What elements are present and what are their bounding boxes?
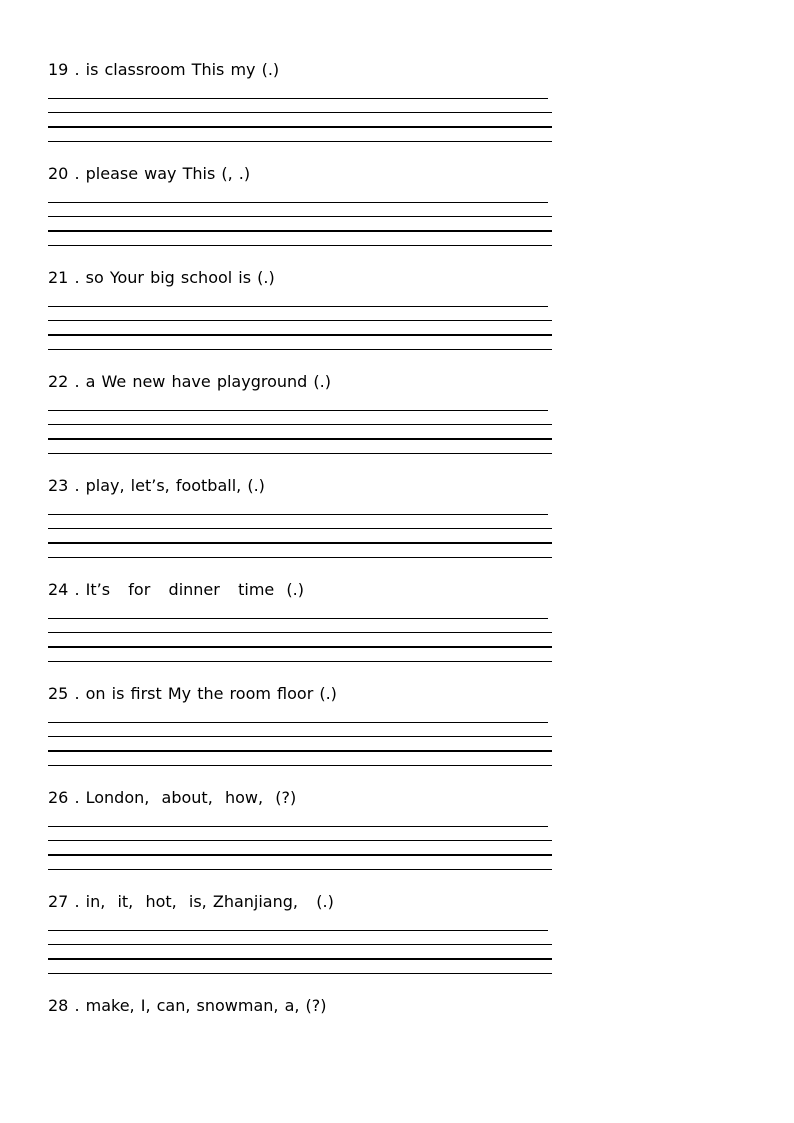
question-text: 28 . make, I, can, snowman, a, (?): [48, 996, 327, 1015]
writing-line: [48, 410, 548, 411]
writing-line: [48, 930, 548, 931]
writing-baseline: [48, 646, 552, 648]
writing-line: [48, 632, 552, 633]
question-text: 25 . on is first My the room floor (.): [48, 684, 337, 703]
writing-line: [48, 528, 552, 529]
question-23: [0, 476, 794, 580]
writing-baseline: [48, 854, 552, 856]
writing-line: [48, 202, 548, 203]
writing-baseline: [48, 958, 552, 960]
question-text: 24 . It’s for dinner time (.): [48, 580, 304, 599]
question-27: [0, 892, 794, 996]
question-26: [0, 788, 794, 892]
answer-lines: [48, 722, 552, 768]
writing-line: [48, 826, 548, 827]
writing-line: [48, 141, 552, 142]
writing-line: [48, 424, 552, 425]
writing-line: [48, 869, 552, 870]
writing-line: [48, 98, 548, 99]
writing-line: [48, 306, 548, 307]
question-text: 21 . so Your big school is (.): [48, 268, 275, 287]
writing-line: [48, 736, 552, 737]
answer-lines: [48, 306, 552, 352]
question-21: [0, 268, 794, 372]
writing-line: [48, 661, 552, 662]
question-text: 26 . London, about, how, (?): [48, 788, 297, 807]
answer-lines: [48, 618, 552, 664]
question-25: [0, 684, 794, 788]
writing-line: [48, 765, 552, 766]
question-text: 19 . is classroom This my (.): [48, 60, 280, 79]
question-20: [0, 164, 794, 268]
writing-line: [48, 245, 552, 246]
writing-line: [48, 722, 548, 723]
writing-baseline: [48, 334, 552, 336]
writing-line: [48, 973, 552, 974]
writing-line: [48, 514, 548, 515]
question-28: [0, 996, 794, 1100]
writing-baseline: [48, 542, 552, 544]
question-text: 27 . in, it, hot, is, Zhanjiang, (.): [48, 892, 334, 911]
answer-lines: [48, 514, 552, 560]
writing-baseline: [48, 750, 552, 752]
answer-lines: [48, 98, 552, 144]
question-text: 22 . a We new have playground (.): [48, 372, 331, 391]
answer-lines: [48, 930, 552, 976]
writing-line: [48, 618, 548, 619]
writing-baseline: [48, 126, 552, 128]
writing-line: [48, 557, 552, 558]
writing-baseline: [48, 230, 552, 232]
question-19: [0, 60, 794, 164]
answer-lines: [48, 202, 552, 248]
writing-line: [48, 216, 552, 217]
writing-line: [48, 840, 552, 841]
writing-line: [48, 112, 552, 113]
answer-lines: [48, 410, 552, 456]
question-text: 23 . play, let’s, football, (.): [48, 476, 265, 495]
writing-baseline: [48, 438, 552, 440]
writing-line: [48, 349, 552, 350]
question-22: [0, 372, 794, 476]
question-24: [0, 580, 794, 684]
writing-line: [48, 944, 552, 945]
writing-line: [48, 320, 552, 321]
question-text: 20 . please way This (, .): [48, 164, 251, 183]
answer-lines: [48, 826, 552, 872]
writing-line: [48, 453, 552, 454]
